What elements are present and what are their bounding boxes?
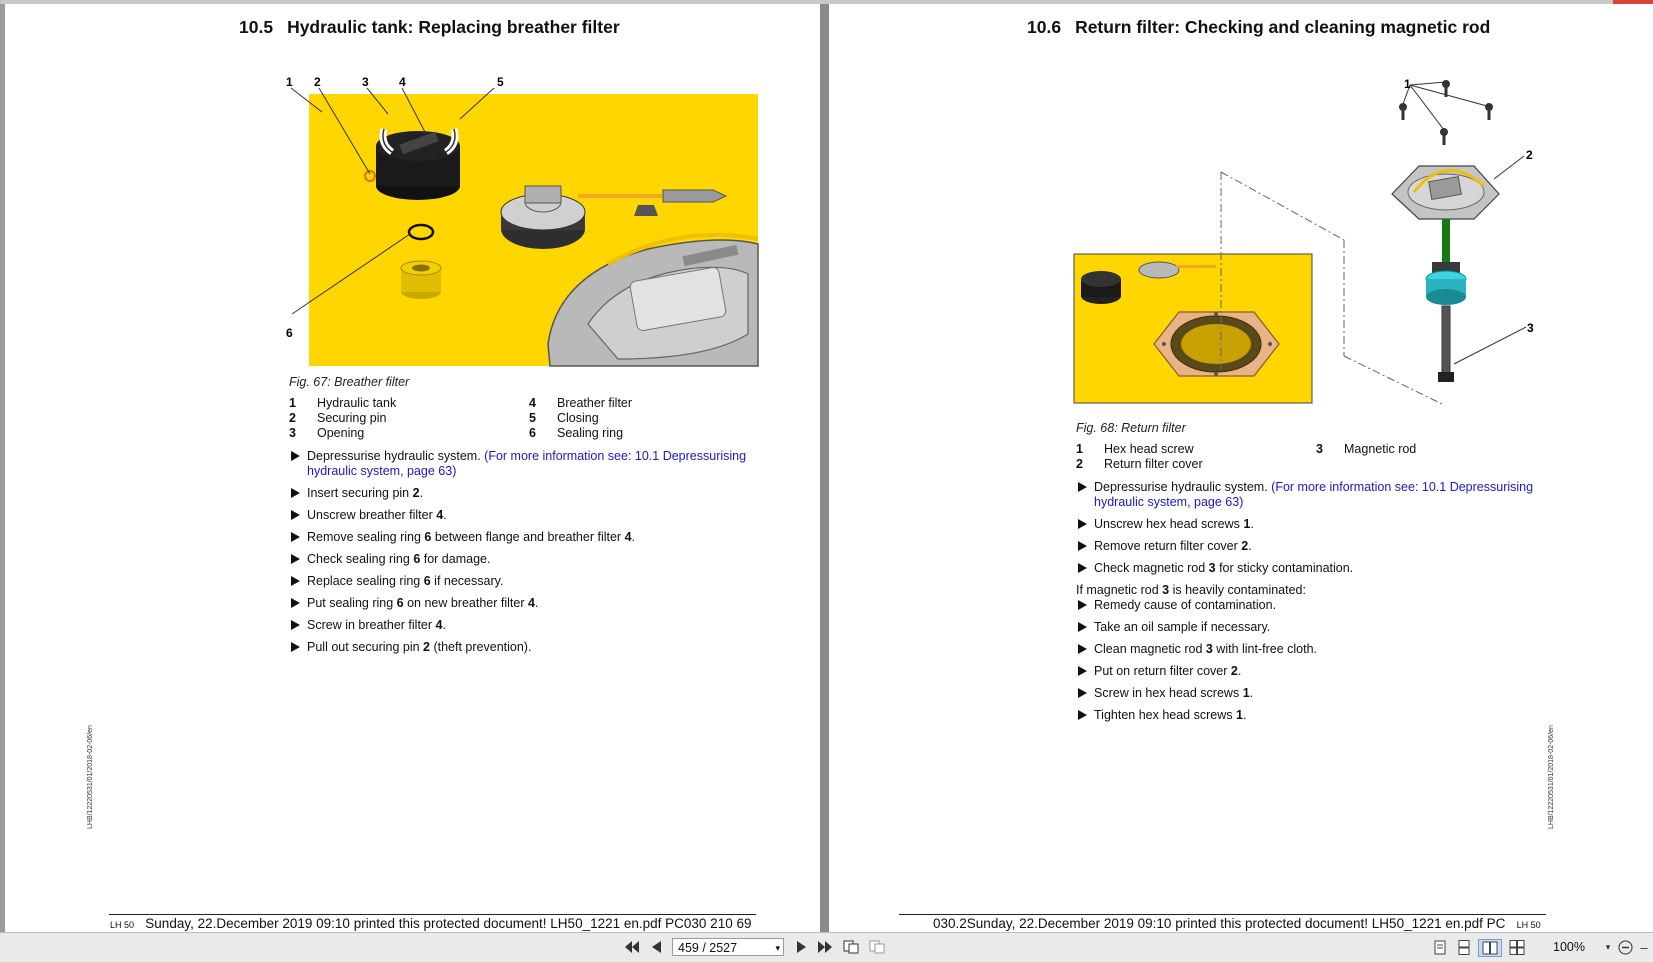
callout-4: 4 [399, 75, 406, 89]
zoom-out-icon[interactable] [1616, 939, 1634, 955]
step-item: Screw in hex head screws 1. [1076, 686, 1546, 701]
condition-text: If magnetic rod 3 is heavily contaminated: [1076, 583, 1306, 597]
step-item: Remove sealing ring 6 between flange and breather filter 4. [289, 530, 759, 545]
cross-reference-link[interactable]: (For more information see: 10.1 Depressurising hydraulic system, page 63) [1094, 480, 1534, 509]
first-page-icon[interactable] [624, 939, 640, 955]
step-item: Unscrew breather filter 4. [289, 508, 759, 523]
pages-icon[interactable] [868, 939, 886, 955]
return-filter-exploded-illustration [1392, 80, 1499, 382]
legend-item: 3 Opening [289, 426, 365, 440]
last-page-icon[interactable] [817, 939, 833, 955]
step-item: Put on return filter cover 2. [1076, 664, 1546, 679]
page-dropdown-icon[interactable]: ▾ [775, 943, 780, 953]
callout-2: 2 [1526, 148, 1533, 162]
callout-3: 3 [1527, 321, 1534, 335]
footer-print-notice: Sunday, 22.December 2019 09:10 printed this protected document! LH50_1221 en.pdf PC [966, 916, 1506, 931]
step-item: Replace sealing ring 6 if necessary. [289, 574, 759, 589]
footer-model: LH 50 [110, 920, 135, 930]
section-number: 10.5 [239, 17, 274, 37]
step-item: Remove return filter cover 2. [1076, 539, 1546, 554]
step-item: Depressurise hydraulic system. (For more information see: 10.1 Depressurising hydraulic system, page 63) [289, 449, 759, 479]
step-item: Tighten hex head screws 1. [1076, 708, 1546, 723]
page-footer [110, 916, 751, 931]
legend-item: 3 Magnetic rod [1316, 442, 1417, 456]
step-item: Clean magnetic rod 3 with lint-free cloth. [1076, 642, 1546, 657]
page-gutter [820, 4, 829, 932]
step-item: Insert securing pin 2. [289, 486, 759, 501]
page-number-input[interactable]: 459 / 2527 ▾ [672, 938, 784, 956]
continuous-view-icon[interactable] [1456, 939, 1472, 955]
page-footer [933, 916, 1541, 931]
callout-1: 1 [1404, 77, 1411, 91]
document-page-right[interactable] [829, 4, 1653, 932]
section-heading [239, 17, 620, 38]
step-item: Take an oil sample if necessary. [1076, 620, 1546, 635]
return-filter-figure [1074, 74, 1574, 414]
footer-rule [899, 914, 1546, 915]
callout-1: 1 [286, 75, 293, 89]
step-item: Put sealing ring 6 on new breather filter 4. [289, 596, 759, 611]
document-page-left[interactable] [5, 4, 820, 932]
zoom-level[interactable]: 100% [1553, 940, 1585, 954]
procedure-steps [1076, 480, 1546, 730]
step-item: Screw in breather filter 4. [289, 618, 759, 633]
callout-leader-lines [1403, 82, 1526, 364]
prev-page-icon[interactable] [650, 939, 662, 955]
step-item: Remedy cause of contamination. [1076, 598, 1546, 613]
callout-3: 3 [362, 75, 369, 89]
viewer-toolbar [0, 932, 1653, 962]
legend-item: 1 Hydraulic tank [289, 396, 397, 410]
copy-icon[interactable] [842, 939, 860, 955]
legend-item: 4 Breather filter [529, 396, 633, 410]
legend-item: 5 Closing [529, 411, 599, 425]
section-number: 10.6 [1027, 17, 1062, 37]
footer-model: LH 50 [1516, 920, 1541, 930]
document-side-code: LHB/12220531/01/2018-02-06/en [87, 725, 94, 829]
step-item: Pull out securing pin 2 (theft prevention). [289, 640, 759, 655]
breather-filter-figure [288, 74, 758, 369]
footer-print-notice: Sunday, 22.December 2019 09:10 printed this protected document! LH50_1221 en.pdf PC [145, 916, 684, 931]
legend-item: 2 Return filter cover [1076, 457, 1203, 471]
return-filter-inset [1074, 254, 1312, 403]
cross-reference-link[interactable]: (For more information see: 10.1 Depressurising hydraulic system, page 63) [307, 449, 747, 478]
footer-page-code: 030.2 [933, 916, 967, 931]
step-item: Unscrew hex head screws 1. [1076, 517, 1546, 532]
zoom-dropdown-icon[interactable]: ▾ [1605, 941, 1611, 952]
footer-page-code: 030 210 69 [683, 916, 752, 931]
two-page-view-icon[interactable] [1478, 939, 1502, 957]
callout-6: 6 [286, 326, 293, 340]
section-title: Hydraulic tank: Replacing breather filter [287, 17, 620, 37]
procedure-steps [289, 449, 759, 662]
figure-legend [289, 396, 769, 444]
step-item: Check sealing ring 6 for damage. [289, 552, 759, 567]
section-title: Return filter: Checking and cleaning magnetic rod [1075, 17, 1491, 37]
legend-item: 1 Hex head screw [1076, 442, 1194, 456]
single-page-view-icon[interactable] [1432, 939, 1448, 955]
step-item: Check magnetic rod 3 for sticky contamination. [1076, 561, 1546, 576]
two-page-continuous-view-icon[interactable] [1508, 939, 1526, 955]
callout-5: 5 [497, 75, 504, 89]
document-side-code: LHB/12220531/01/2018-02-06/en [1548, 725, 1555, 829]
section-heading [1027, 17, 1490, 38]
legend-item: 2 Securing pin [289, 411, 387, 425]
adapter-ring-illustration [401, 261, 441, 299]
footer-rule [109, 914, 756, 915]
legend-item: 6 Sealing ring [529, 426, 624, 440]
callout-2: 2 [314, 75, 321, 89]
figure-legend [1076, 442, 1556, 474]
figure-caption: Fig. 67: Breather filter [289, 375, 410, 389]
zoom-slider-track[interactable]: – [1640, 939, 1648, 955]
next-page-icon[interactable] [795, 939, 807, 955]
step-item: Depressurise hydraulic system. (For more information see: 10.1 Depressurising hydraulic system, page 63) [1076, 480, 1546, 510]
figure-caption: Fig. 68: Return filter [1076, 421, 1186, 435]
